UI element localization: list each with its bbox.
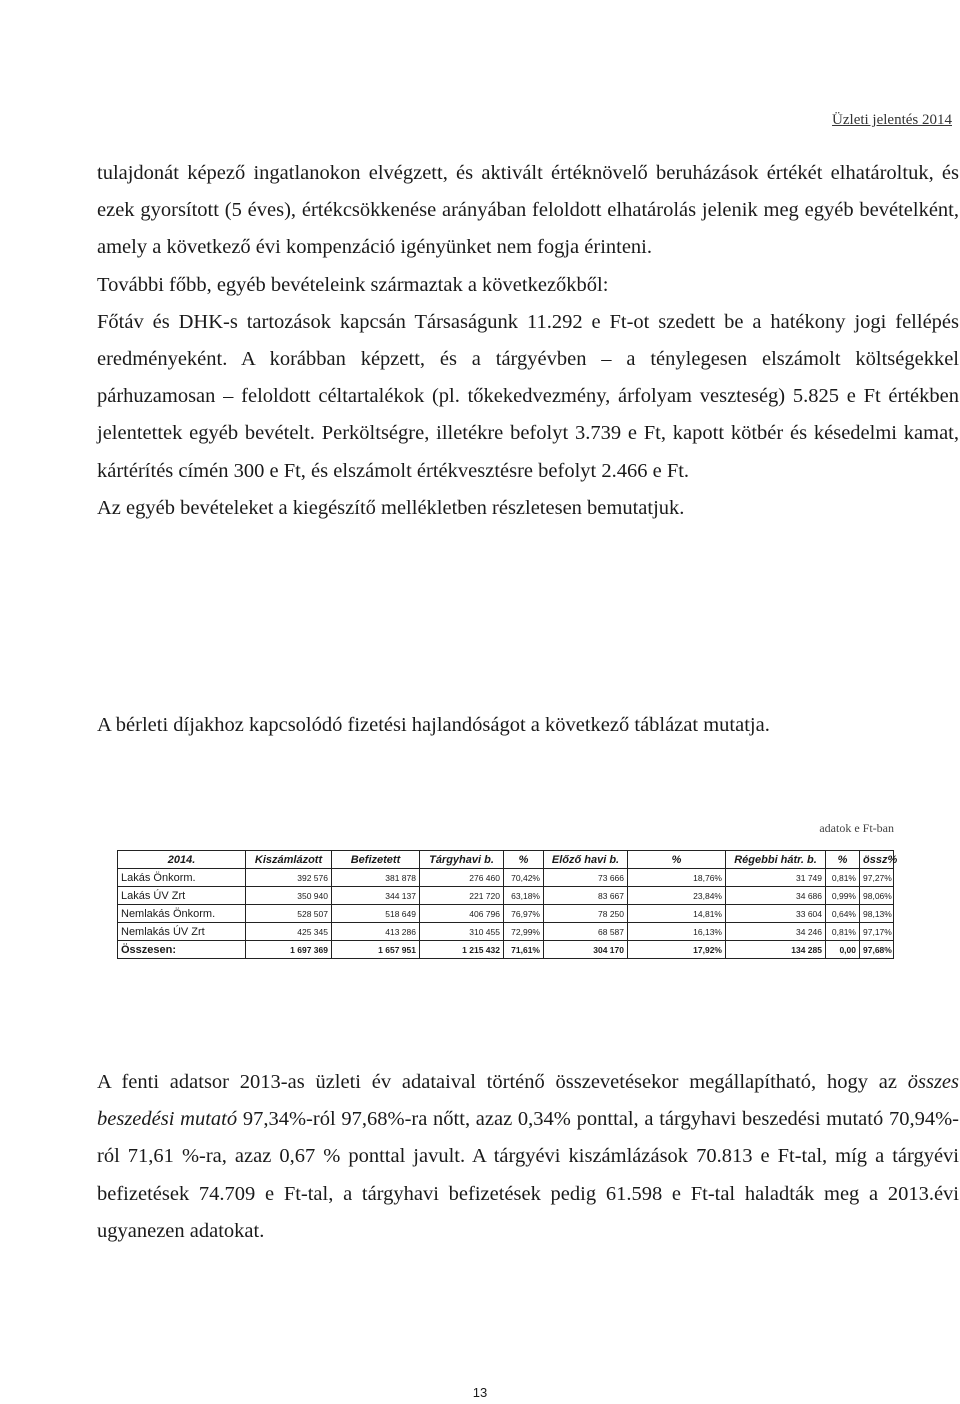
cell: 34 246 xyxy=(726,923,826,941)
row-label: Összesen: xyxy=(118,941,246,959)
table-total-row xyxy=(118,941,894,959)
cell: 221 720 xyxy=(420,887,504,905)
header-older-arrears: Régebbi hátr. b. xyxy=(726,851,826,869)
body-text-bottom xyxy=(97,1064,959,1250)
cell: 68 587 xyxy=(544,923,628,941)
table-header-row xyxy=(118,851,894,869)
cell: 276 460 xyxy=(420,869,504,887)
body-text-top xyxy=(97,155,959,527)
cell: 97,27% xyxy=(860,869,894,887)
cell: 31 749 xyxy=(726,869,826,887)
payment-table xyxy=(117,850,898,959)
cell: 71,61% xyxy=(504,941,544,959)
row-label: Nemlakás Önkorm. xyxy=(118,905,246,923)
comparison-text-italic: összes beszedési mutató xyxy=(97,1071,959,1131)
cell: 1 657 951 xyxy=(332,941,420,959)
row-label: Lakás ÚV Zrt xyxy=(118,887,246,905)
cell: 63,18% xyxy=(504,887,544,905)
cell: 83 667 xyxy=(544,887,628,905)
cell: 0,00 xyxy=(826,941,860,959)
cell: 425 345 xyxy=(246,923,332,941)
table-row xyxy=(118,887,894,905)
cell: 518 649 xyxy=(332,905,420,923)
header-pct-1: % xyxy=(504,851,544,869)
cell: 344 137 xyxy=(332,887,420,905)
cell: 350 940 xyxy=(246,887,332,905)
header-previous-month: Előző havi b. xyxy=(544,851,628,869)
cell: 381 878 xyxy=(332,869,420,887)
cell: 0,81% xyxy=(826,869,860,887)
cell: 18,76% xyxy=(628,869,726,887)
page-header: Üzleti jelentés 2014 xyxy=(832,112,952,128)
cell: 0,81% xyxy=(826,923,860,941)
cell: 1 697 369 xyxy=(246,941,332,959)
paragraph-continuation: tulajdonát képező ingatlanokon elvégzett, és aktivált értéknövelő beruházások értékét elhatároltuk, és ezek gyorsított (5 éves), értékcsökkenése arányában feloldott elhatárolás jelenik meg egyéb bevételként, amely a következő évi kompenzáció igényünket nem fogja érinteni. xyxy=(97,162,959,259)
paragraph-other-income-details: Főtáv és DHK-s tartozások kapcsán Társaságunk 11.292 e Ft-ot szedett be a hatékony jogi fellépés eredményeként. A korábban képzett, és a tárgyévben – a ténylegesen elszámolt költségekkel párhuzamosan – feloldott céltartalékok (pl. tőkekedvezmény, árfolyam veszteség) 5.825 e Ft értékben jelentettek egyéb bevételt. Perköltségre, illetékre befolyt 3.739 e Ft, kapott kötbér és késedelmi kamat, kártérítés címén 300 e Ft, és elszámolt értékvesztésre befolyt 2.466 e Ft. xyxy=(97,310,959,482)
comparison-text-pre: A fenti adatsor 2013-as üzleti év adataival történő összevetésekor megállapítható, hogy az xyxy=(97,1071,908,1093)
cell: 98,13% xyxy=(860,905,894,923)
header-pct-3: % xyxy=(826,851,860,869)
comparison-text-post: 97,34%-ról 97,68%-ra nőtt, azaz 0,34% ponttal, a tárgyhavi beszedési mutató 70,94%-ról 71,61 %-ra, azaz 0,67 % ponttal javult. A tárgyévi kiszámlázások 70.813 e Ft-tal, míg a tárgyévi befizetések 74.709 e Ft-tal, a tárgyhavi befizetések pedig 61.598 e Ft-tal haladták meg a 2013.évi ugyanezen adatokat. xyxy=(97,1108,959,1242)
row-label: Lakás Önkorm. xyxy=(118,869,246,887)
row-label: Nemlakás ÚV Zrt xyxy=(118,923,246,941)
cell: 33 604 xyxy=(726,905,826,923)
header-pct-2: % xyxy=(628,851,726,869)
header-invoiced: Kiszámlázott xyxy=(246,851,332,869)
cell: 134 285 xyxy=(726,941,826,959)
paragraph-appendix-note: Az egyéb bevételeket a kiegészítő mellékletben részletesen bemutatjuk. xyxy=(97,496,685,519)
cell: 16,13% xyxy=(628,923,726,941)
page-number: 13 xyxy=(472,1385,488,1400)
unit-note: adatok e Ft-ban xyxy=(819,821,894,835)
cell: 1 215 432 xyxy=(420,941,504,959)
cell: 17,92% xyxy=(628,941,726,959)
header-year: 2014. xyxy=(118,851,246,869)
cell: 34 686 xyxy=(726,887,826,905)
cell: 14,81% xyxy=(628,905,726,923)
cell: 72,99% xyxy=(504,923,544,941)
cell: 23,84% xyxy=(628,887,726,905)
cell: 528 507 xyxy=(246,905,332,923)
cell: 78 250 xyxy=(544,905,628,923)
header-paid: Befizetett xyxy=(332,851,420,869)
cell: 310 455 xyxy=(420,923,504,941)
header-current-month: Tárgyhavi b. xyxy=(420,851,504,869)
cell: 392 576 xyxy=(246,869,332,887)
header-total-pct: össz% xyxy=(860,851,894,869)
paragraph-other-income-intro: További főbb, egyéb bevételeink származtak a következőkből: xyxy=(97,273,609,296)
table-intro: A bérleti díjakhoz kapcsolódó fizetési hajlandóságot a következő táblázat mutatja. xyxy=(97,714,770,736)
cell: 97,68% xyxy=(860,941,894,959)
cell: 0,99% xyxy=(826,887,860,905)
table-row xyxy=(118,869,894,887)
paragraph-comparison xyxy=(97,1064,959,1250)
cell: 0,64% xyxy=(826,905,860,923)
cell: 304 170 xyxy=(544,941,628,959)
cell: 73 666 xyxy=(544,869,628,887)
cell: 97,17% xyxy=(860,923,894,941)
cell: 98,06% xyxy=(860,887,894,905)
cell: 76,97% xyxy=(504,905,544,923)
cell: 406 796 xyxy=(420,905,504,923)
table-row xyxy=(118,905,894,923)
cell: 413 286 xyxy=(332,923,420,941)
table-row xyxy=(118,923,894,941)
cell: 70,42% xyxy=(504,869,544,887)
